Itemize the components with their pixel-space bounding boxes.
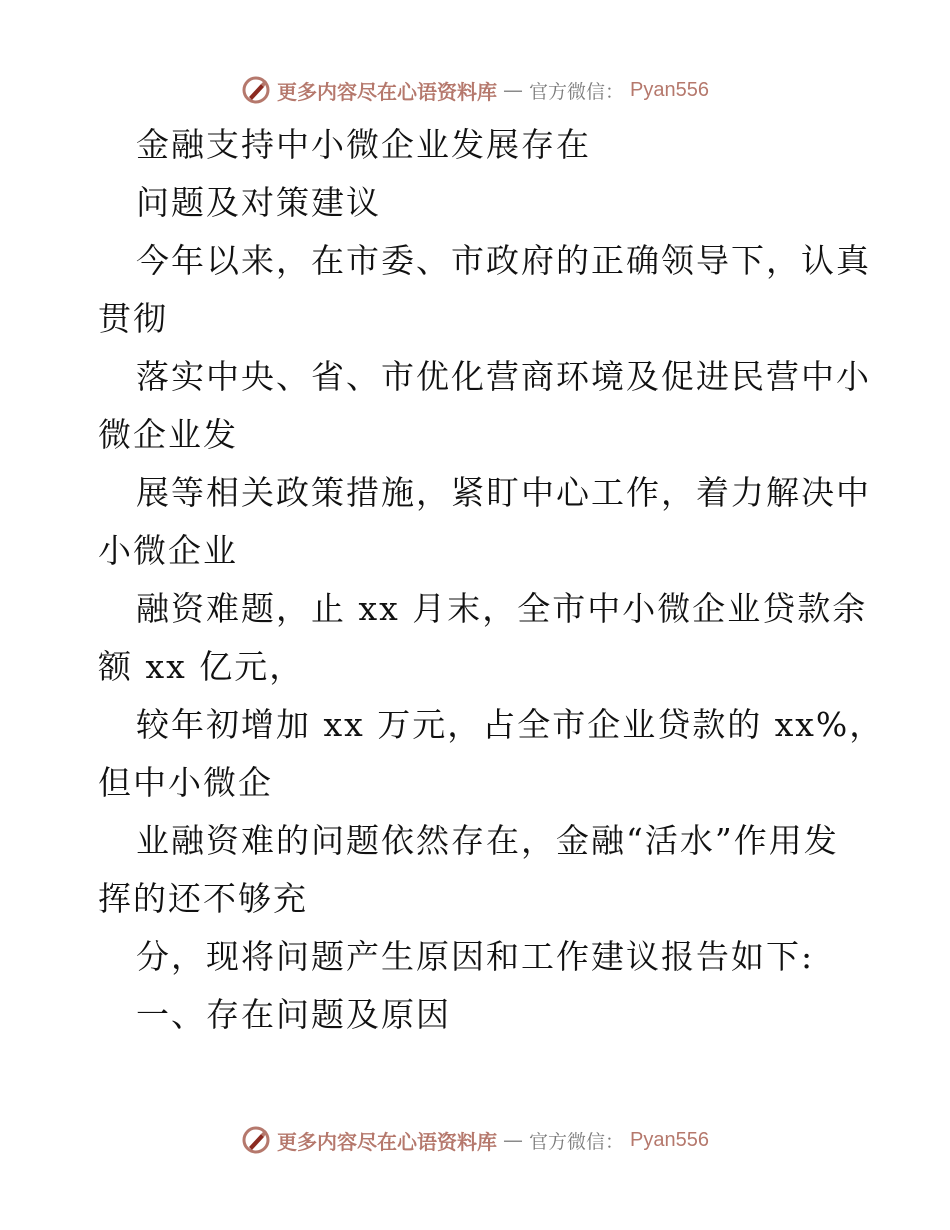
text-line: 贯彻: [98, 299, 168, 338]
text-line: 挥的还不够充: [98, 879, 308, 918]
text-line: 一、存在问题及原因: [136, 995, 451, 1034]
text-line: 今年以来，在市委、市政府的正确领导下，认真: [136, 241, 871, 280]
text-line: 问题及对策建议: [136, 183, 381, 222]
pen-logo-icon: [241, 1125, 271, 1155]
text-line: 分，现将问题产生原因和工作建议报告如下:: [136, 937, 815, 976]
watermark-wechat-id: Pyan556: [630, 1128, 709, 1151]
text-line: 金融支持中小微企业发展存在: [136, 125, 591, 164]
header-watermark: [0, 70, 950, 110]
text-line: 融资难题，止 xx 月末，全市中小微企业贷款余: [136, 589, 868, 628]
watermark-text: 更多内容尽在心语资料库: [277, 79, 497, 104]
text-line: 额 xx 亿元，: [98, 647, 305, 686]
text-line: 展等相关政策措施，紧盯中心工作，着力解决中: [136, 473, 871, 512]
text-line: 但中小微企: [98, 763, 273, 802]
text-line: 小微企业: [98, 531, 238, 570]
watermark-dash: —: [503, 1128, 523, 1152]
watermark-text: 更多内容尽在心语资料库: [277, 1129, 497, 1154]
document-body: [98, 116, 885, 1044]
watermark-label: 官方微信：: [529, 1130, 625, 1153]
watermark-dash: —: [503, 78, 523, 102]
text-line: 落实中央、省、市优化营商环境及促进民营中小: [136, 357, 871, 396]
text-line: 微企业发: [98, 415, 238, 454]
text-line: 业融资难的问题依然存在，金融“活水”作用发: [136, 821, 839, 860]
footer-watermark: [0, 1120, 950, 1160]
watermark-wechat-id: Pyan556: [630, 78, 709, 101]
watermark-label: 官方微信：: [529, 80, 625, 103]
text-line: 较年初增加 xx 万元，占全市企业贷款的 xx%，: [136, 705, 885, 744]
pen-logo-icon: [241, 75, 271, 105]
